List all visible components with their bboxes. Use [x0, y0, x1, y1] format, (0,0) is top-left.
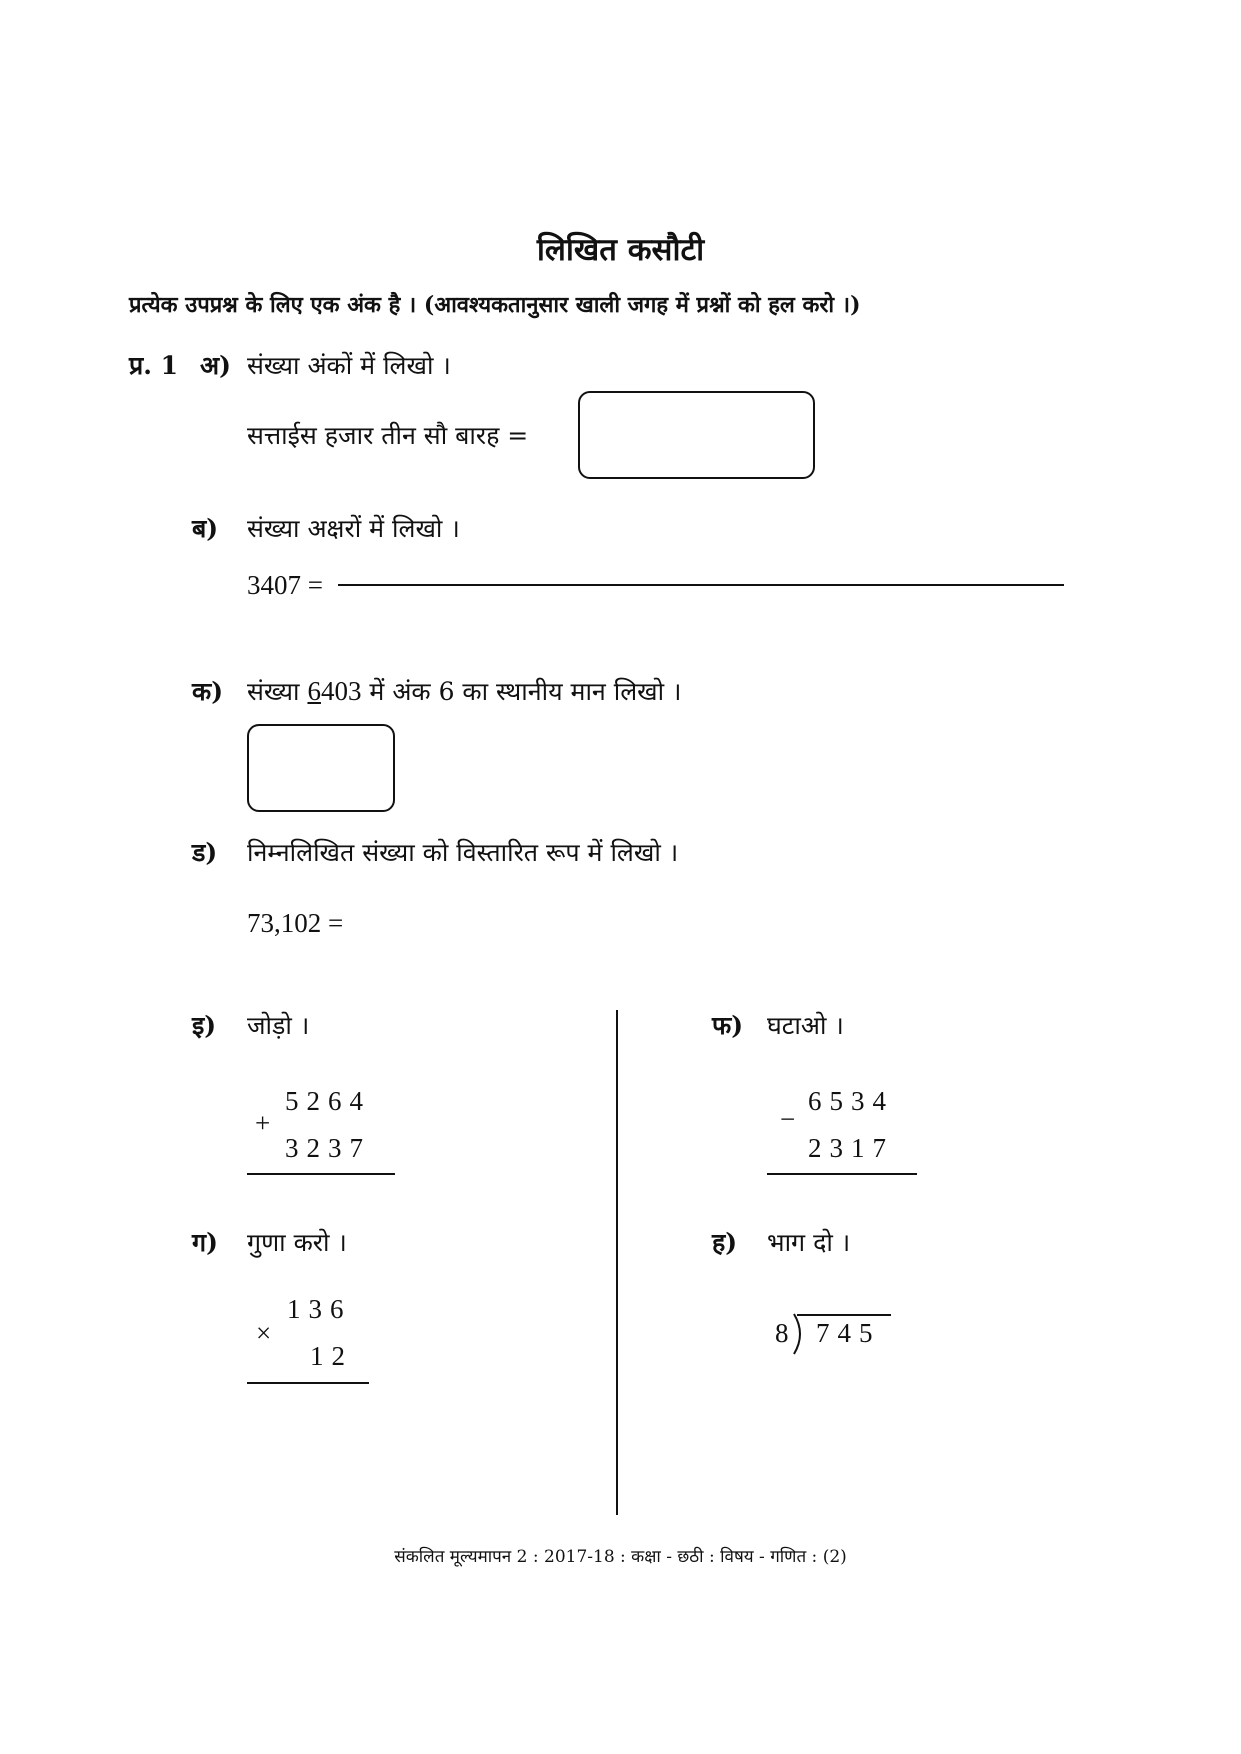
- subquestion-c-number: [307, 676, 361, 706]
- multiplication-answer-line[interactable]: [247, 1382, 369, 1384]
- vertical-divider: [616, 1010, 618, 1515]
- addition-bottom-number: 3237: [285, 1133, 371, 1163]
- multiply-sign: ×: [256, 1318, 272, 1348]
- subquestion-f-label: फ): [712, 1011, 744, 1040]
- dividend: 745: [816, 1318, 881, 1348]
- divisor: 8: [775, 1318, 789, 1348]
- subquestion-a-prompt: सत्ताईस हजार तीन सौ बारह =: [247, 421, 529, 450]
- instruction-text: प्रत्येक उपप्रश्न के लिए एक अंक है । (आवश्यकतानुसार खाली जगह में प्रश्नों को हल करो ।): [129, 292, 861, 318]
- answer-box-a[interactable]: [578, 391, 815, 479]
- subquestion-e-label: इ): [192, 1011, 217, 1040]
- subquestion-d-label: ड): [192, 838, 218, 867]
- subquestion-h-text: भाग दो ।: [767, 1228, 851, 1257]
- division-bracket-icon: [790, 1312, 812, 1356]
- minus-sign: −: [780, 1104, 796, 1134]
- subquestion-c-label: क): [192, 677, 224, 706]
- addition-answer-line[interactable]: [247, 1173, 395, 1175]
- subquestion-c-text-before: संख्या: [247, 677, 300, 706]
- subquestion-c-text-after: में अंक 6 का स्थानीय मान लिखो ।: [369, 677, 682, 706]
- subquestion-c-text: [247, 674, 682, 708]
- division-bar: [797, 1314, 891, 1316]
- underlined-digit: 6: [307, 676, 321, 706]
- subquestion-d-text: निम्नलिखित संख्या को विस्तारित रूप में लिखो ।: [247, 838, 679, 867]
- subquestion-a-label: अ): [200, 351, 231, 380]
- addition-top-number: 5264: [285, 1086, 371, 1116]
- subquestion-g-text: गुणा करो ।: [247, 1228, 347, 1257]
- subquestion-h-label: ह): [712, 1228, 738, 1257]
- subquestion-b-label: ब): [192, 514, 219, 543]
- number-rest: 403: [320, 676, 362, 706]
- subtraction-answer-line[interactable]: [767, 1173, 917, 1175]
- question-number: प्र. 1: [129, 351, 179, 380]
- subquestion-e-text: जोड़ो ।: [247, 1011, 310, 1040]
- answer-box-c[interactable]: [247, 724, 395, 812]
- page-title: लिखित कसौटी: [536, 232, 705, 268]
- subquestion-d-prompt: 73,102 =: [247, 908, 344, 938]
- subtraction-top-number: 6534: [808, 1086, 894, 1116]
- subquestion-g-label: ग): [192, 1228, 218, 1257]
- multiplication-top-number: 136: [287, 1294, 352, 1324]
- plus-sign: +: [255, 1108, 271, 1138]
- page-footer: संकलित मूल्यमापन 2 : 2017-18 : कक्षा - छठी : विषय - गणित : (2): [394, 1547, 847, 1567]
- multiplication-bottom-number: 12: [310, 1341, 353, 1371]
- subquestion-a-text: संख्या अंकों में लिखो ।: [247, 351, 451, 380]
- answer-line-b[interactable]: [338, 584, 1064, 586]
- subquestion-b-text: संख्या अक्षरों में लिखो ।: [247, 514, 460, 543]
- subquestion-b-prompt: 3407 =: [247, 570, 323, 600]
- subquestion-f-text: घटाओ ।: [767, 1011, 844, 1040]
- subtraction-bottom-number: 2317: [808, 1133, 894, 1163]
